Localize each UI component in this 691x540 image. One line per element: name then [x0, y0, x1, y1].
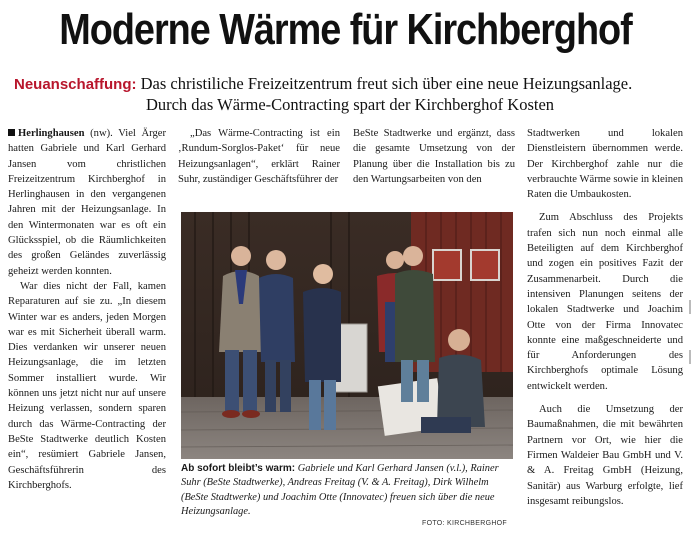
photo-credit: FOTO: KIRCHBERGHOF	[422, 520, 507, 527]
subheadline	[14, 74, 686, 115]
column-4-paragraph-2: Zum Abschluss des Projekts trafen sich nun noch einmal alle Beteiligten auf dem Kirchberghof und zogen ein positives Fazit der Zusammenarbeit. Durch die intensiven Planungen seitens der lokalen Stadtwerke und Joachim Otte von der Firma Innovatec konnte eine maßgeschneiderte und für Anforderungen des Kirchberghofs optimale Lösung entwickelt werden.	[527, 212, 683, 392]
dateline: Herlinghausen	[18, 128, 85, 139]
subhead-line-1: Das christiliche Freizeitzentrum freut sich über eine neue Heizungsanlage.	[140, 74, 633, 93]
continuation-paragraph: BeSte Stadtwerke und ergänzt, dass die gesamte Umsetzung von der Planung über die Installation bis zu den Wartungsarbeiten von den	[353, 128, 515, 185]
column-4-paragraph-3: Auch die Umsetzung der Baumaßnahmen, die mit bewährten Partnern vor Ort, wie hier die Firmen Waldeier Bau GmbH und V. & A. Freitag GmbH (Heizung, Sanitär) aus Warburg erfolgte, lief insgesamt reibungslos.	[527, 404, 683, 507]
headline: Moderne Wärme für Kirchberghof	[59, 5, 632, 54]
article-lead-paragraph	[8, 126, 166, 279]
lead-text: (nw). Viel Ärger hatten Gabriele und Karl Gerhard Jansen vom christlichen Freizeitzentrum Kirchberghof in Herlinghausen in den vergangenen Jahren mit der Heizungsanlage. In den Wintermonaten war es oft ein Glücksspiel, ob die Räumlichkeiten des großen Geländes zuverlässig geheizt werden konnten.	[8, 128, 166, 277]
caption-lead: Ab sofort bleibt’s warm:	[181, 463, 296, 474]
subhead-line-2: Durch das Wärme-Contracting spart der Kirchberghof Kosten	[145, 95, 555, 114]
photo-illustration	[181, 212, 513, 459]
article-column-2	[178, 126, 340, 187]
quote-paragraph: „Das Wärme-Contracting ist ein ‚Rundum-Sorglos-Paket‘ für neue Heizungsanlagen“, erklärt Rainer Suhr, zuständiger Geschäftsführer der	[178, 128, 340, 185]
article-column-1	[8, 126, 166, 493]
bullet-square-icon	[8, 129, 15, 136]
article-column-4	[527, 126, 683, 509]
subhead-kicker: Neuanschaffung:	[14, 76, 137, 93]
column-4-paragraph-1: Stadtwerken und lokalen Dienstleistern übernommen werde. Der Kirchberghof zahle nur die verbrauchte Wärme sowie in kleinen Raten die Umbaukosten.	[527, 128, 683, 201]
article-paragraph-2: War dies nicht der Fall, kamen Reparaturen auf sie zu. „In diesem Winter war es anders, jeden Morgen war es mit Sicherheit überall warm. Dies verdanken wir unserer neuen Heizungsanlage, die im letzten Sommer installiert wurde. Wir können uns jetzt nicht nur auf unsere Heizung verlassen, sondern sparen durch das Wärme-Contracting der BeSte Stadtwerke deutlich Kosten ein“, resümiert Gabriele Jansen, Geschäftsführerin des Kirchberghofs.	[8, 280, 166, 491]
caption-text: Gabriele und Karl Gerhard Jansen (v.l.), Rainer Suhr (BeSte Stadtwerke), Andreas Freitag (V. & A. Freitag), Dirk Wilhelm (BeSte Stadtwerke) und Joachim Otte (Innovatec) freuen sich über die neue Heizungsanlage.	[181, 463, 499, 518]
article-column-3	[353, 126, 515, 187]
group-photo	[181, 212, 513, 459]
photo-caption	[181, 462, 513, 520]
